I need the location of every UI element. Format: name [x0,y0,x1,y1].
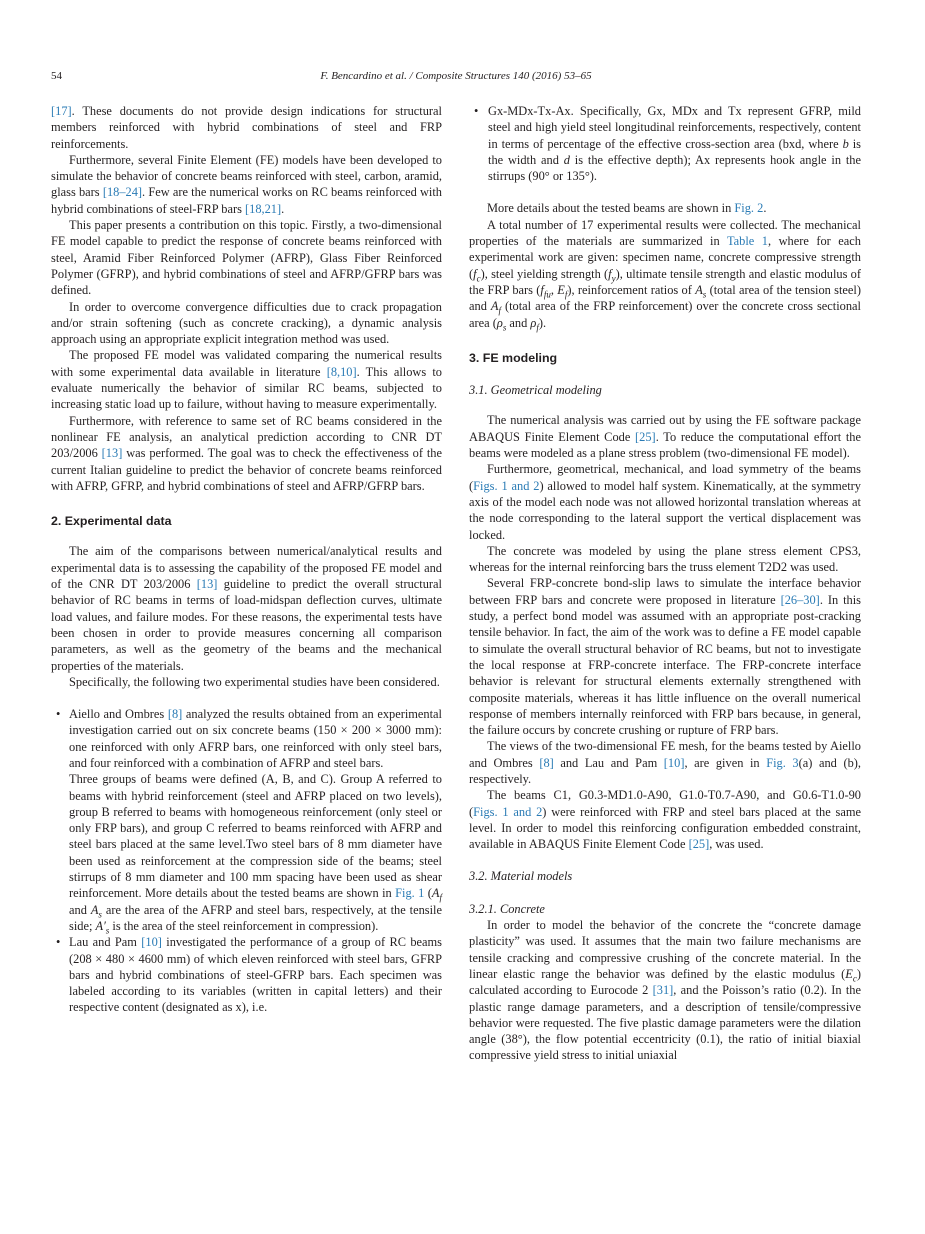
subsection-heading: 3.1. Geometrical modeling [469,383,602,398]
subsection-heading: 3.2. Material models [469,869,573,884]
text-run: and [69,902,91,917]
text-run: and Lau and Pam [553,755,664,770]
citation-link[interactable]: Fig. 2 [734,201,764,216]
subscript: f [498,305,501,316]
text-run: (total area of the tension steel) and [469,282,861,314]
math-symbol: A [695,282,703,297]
paragraph [51,103,442,152]
text-run: . In this study, a perfect bond model was assumed with an appropriate post-cracking tensile behavior. In fact, the aim of the work was to define a FE model capable to simulate the overall structural behavior of RC beams, but not to investigate the local response at FRP-concrete interface. The FRP-concrete interface behavior is relevant for structural elements externally strengthened with composite materials, whereas it has little influence on the overall numerical response of members internally reinforced with FRP bars because, in general, the failure occurs by concrete crushing or rupture of FRP bars. [469,592,861,738]
spacer [469,184,861,200]
text-run: ) were reinforced with FRP and steel bars placed at the same level. In order to model this reinforcing configuration embedded constraint, available in ABAQUS Finite Element Code [469,804,861,852]
citation-link[interactable]: Figs. 1 and 2 [473,804,543,819]
text-run: , where for each experimental work are given: specimen name, concrete compressive strength ( [469,234,861,281]
paragraph [469,738,861,787]
paragraph [51,347,442,412]
citation-link[interactable]: Fig. 1 [395,886,425,901]
paragraph [469,787,861,852]
text-run: ), ultimate tensile strength and elastic modulus of the FRP bars ( [469,266,861,297]
text-run: . [763,201,767,216]
subscript: f [564,289,568,300]
text-run: , was used. [709,837,764,852]
subscript: s [98,909,102,920]
text-run: The proposed FE model was validated comparing the numerical results with some experimental data available in literature [51,348,442,379]
subscript: c [476,273,481,284]
text-run: ), reinforcement ratios of [567,282,696,297]
list-item [469,103,861,184]
text-run: is the area of the steel reinforcement in compression). [109,918,379,933]
subscript: s [702,289,707,300]
paragraph [469,412,861,461]
citation-link[interactable]: [8] [539,755,554,770]
citation-link[interactable]: [8] [167,707,183,722]
text-run: The beams C1, G0.3-MD1.0-A90, G1.0-T0.7-A90, and G0.6-T1.0-90 ( [469,788,861,819]
citation-link[interactable]: [25] [688,837,710,852]
math-symbol: b [842,136,849,151]
text-run: and [506,315,531,330]
citation-link[interactable]: [26–30] [780,592,820,607]
text-run: Furthermore, with reference to same set of RC beams considered in the nonlinear FE analysis, an analytical prediction according to CNR DT 203/2006 [51,413,442,461]
text-run: The numerical analysis was carried out by using the FE software package ABAQUS Finite Element Code [469,413,861,444]
text-run: Gx-MDx-Tx-Ax. Specifically, Gx, MDx and Tx represent GFRP, mild steel and high yield steel longitudinal reinforcements, respectively, content in terms of percentage of the effective cross-section area (bxd, where [488,104,861,151]
text-run: The aim of the comparisons between numerical/analytical results and experimental data is to assessing the capability of the proposed FE model and of the CNR DT 203/2006 [51,544,442,592]
citation-link[interactable]: [13] [101,446,123,461]
text-run: ( [424,886,432,901]
text-run: is the width and [488,136,861,167]
paragraph [51,543,442,673]
study-list [51,706,442,1016]
text-run: (total area of the FRP reinforcement) over the concrete cross sectional area ( [469,299,861,330]
text-run: analyzed the results obtained from an experimental investigation carried out on six concrete beams (150 × 200 × 3000 mm): one reinforced with only AFRP bars, one reinforced with only steel bars, and four reinforced with a combination of AFRP and steel bars. [69,707,442,770]
right-column [469,103,861,1064]
citation-link[interactable]: [25] [635,429,656,444]
math-symbol: A [90,902,99,917]
text-run: ), steel yielding strength ( [480,266,609,281]
paragraph [69,934,442,1015]
citation-link[interactable]: [17] [51,104,72,118]
text-run: ) allowed to model half system. Kinematically, at the symmetry axis of the model each node was not allowed horizontal translation whereas at the node corresponding to the lateral support the vertical displacement was locked. [469,478,861,542]
citation-link[interactable]: Figs. 1 and 2 [473,478,540,493]
section-heading: 2. Experimental data [51,514,172,529]
text-run: Several FRP-concrete bond-slip laws to simulate the interface behavior between FRP bars and concrete were proposed in literature [469,576,861,607]
subsubsection-heading: 3.2.1. Concrete [469,901,545,916]
math-symbol: E [557,282,565,297]
math-symbol: A′ [95,918,106,933]
math-symbol: f [540,282,544,297]
running-title: F. Bencardino et al. / Composite Structures 140 (2016) 53–65 [320,70,592,82]
text-run: The concrete was modeled by using the plane stress element CPS3, whereas for the internal reinforcing bars the truss element T2D2 was used. [469,543,861,575]
paragraph [469,575,861,738]
math-symbol: A [490,299,499,314]
math-symbol: d [563,152,570,167]
text-run: . To reduce the computational effort the beams were modeled as a plane stress problem (two-dimensional FE model). [469,429,861,461]
text-run: is the effective depth); Ax represents hook angle in the stirrups (90° or 135°). [488,152,861,184]
text-run: Lau and Pam [69,935,142,950]
text-run: In order to overcome convergence difficulties due to crack propagation and/or strain softening (such as concrete cracking), a dynamic analysis approach using an appropriate explicit integration method was used. [51,299,442,347]
paragraph [469,917,861,1064]
citation-link[interactable]: Fig. 3 [766,755,799,770]
subscript: y [611,273,616,284]
text-run: Furthermore, geometrical, mechanical, and load symmetry of the beams ( [469,462,861,493]
math-symbol: A [431,886,440,901]
text-run: More details about the tested beams are shown in [487,201,735,216]
citation-link[interactable]: [10] [663,755,685,770]
text-run: Specifically, the following two experimental studies have been considered. [69,674,440,689]
text-run: . Few are the numerical works on RC beams reinforced with hybrid combinations of steel-FRP bars [51,185,442,216]
paragraph [51,299,442,348]
text-run: ) calculated according to Eurocode 2 [469,966,861,998]
subscript: s [502,322,507,333]
left-column [51,103,442,1016]
text-run: . These documents do not provide design indications for structural members reinforced with hybrid combinations of steel and FRP reinforcements. [51,104,442,151]
text-run: Aiello and Ombres [69,707,168,722]
math-symbol: ρ [530,315,537,330]
paragraph [469,217,861,331]
page-number: 54 [51,70,62,82]
subscript: f [536,322,539,333]
text-run: . [281,201,285,216]
math-symbol: ρ [496,315,503,330]
text-run: (a) and (b), respectively. [469,755,862,786]
text-run: , are given in [684,755,767,770]
paragraph [51,152,442,217]
text-run: , [550,282,558,297]
subscript: f [439,892,442,903]
text-run: In order to model the behavior of the concrete the “concrete damage plasticity” was used. It assumes that the main two failure mechanisms are tensile cracking and compressive crushing of the concrete material. In the linear elastic range the behavior was defined by the elastic modulus ( [469,918,861,981]
text-run: are the area of the AFRP and steel bars, respectively, at the tensile side; [69,902,442,933]
text-run: ). [538,315,547,330]
text-run: was performed. The goal was to check the effectiveness of the current Italian guideline to predict the behavior of concrete beams reinforced with AFRP, GFRP, and hybrid combinations of steel and AFRP/GFRP bars. [51,446,442,493]
text-run: A total number of 17 experimental results were collected. The mechanical properties of the materials are summarized in [469,217,861,249]
citation-link[interactable]: [8,10] [326,364,357,379]
math-symbol: f [608,266,612,281]
subscript: s [105,925,110,936]
text-run: , and the Poisson’s ratio (0.2). In the plastic range damage parameters, and a description of tensile/compressive behavior were requested. The five plastic damage parameters were the dilation angle (38°), the flow potential eccentricity (0.1), the ratio of initial biaxial compressive yield stress to initial uniaxial [469,983,861,1063]
citation-link[interactable]: [10] [141,935,162,950]
text-run: investigated the performance of a group of RC beams (208 × 480 × 4600 mm) of which eleven reinforced with steel bars, GFRP bars and hybrid combinations of steel-GFRP bars. Each specimen was labeled according to its variables (written in capital letters) and their respective content (designated as x), i.e. [69,935,442,1015]
paragraph [469,543,861,576]
study-list-continued [469,103,861,184]
list-item [51,706,442,934]
page-header [51,70,861,88]
section-heading: 3. FE modeling [469,350,558,365]
paragraph [51,674,442,690]
text-run: . This allows to evaluate numerically the behavior of similar RC beams, subjected to increasing static load up to failure, without having to measure experimentally. [51,364,442,412]
list-item [51,934,442,1015]
paragraph [69,706,442,771]
math-symbol: f [473,266,477,281]
text-run: Furthermore, several Finite Element (FE) models have been developed to simulate the behavior of concrete beams reinforced with steel, carbon, aramid, glass bars [51,152,442,200]
citation-link[interactable]: [18,21] [245,201,282,216]
math-symbol: E [845,966,853,981]
subscript: c [852,973,857,984]
citation-link[interactable]: [31] [652,983,674,998]
text-run: Three groups of beams were defined (A, B, and C). Group A referred to beams with hybrid reinforcement (steel and AFRP placed on two levels), group B referred to beams with homogeneous reinforcement (only steel or only FRP bars), and group C referred to beams reinforced with AFRP and steel bars placed at the same level.Two steel bars of 8 mm diameter have been used as reinforcement at the compression side of the beams; steel stirrups of 8 mm diameter and 100 mm spacing have been used as shear reinforcement. More details about the tested beams are shown in [69,772,442,901]
paragraph [488,103,861,184]
paragraph [69,771,442,934]
paragraph [51,413,442,494]
text-run: This paper presents a contribution on this topic. Firstly, a two-dimensional FE model capable to predict the response of concrete beams reinforced with steel, Aramid Fiber Reinforced Polymer (AFRP), Glass Fiber Reinforced Polymer (GFRP), and hybrid combinations of steel and AFRP/GFRP bars was defined. [51,218,442,298]
subscript: fu [543,289,551,300]
citation-link[interactable]: [13] [196,577,218,592]
citation-link[interactable]: [18–24] [102,185,143,200]
text-run: guideline to predict the overall structural behavior of RC beams in terms of load-midspan deflection curves, ultimate load values, and failure modes. For these reasons, the experimental tests have been chosen in order to provide measures concerning all comparison parameters, as well as the geometry of the beams and the mechanical properties of the materials. [51,577,442,673]
paragraph [469,461,861,542]
paragraph [469,200,861,216]
citation-link[interactable]: Table 1 [726,234,768,249]
text-run: The views of the two-dimensional FE mesh, for the beams tested by Aiello and Ombres [469,739,861,770]
paragraph [51,217,442,298]
